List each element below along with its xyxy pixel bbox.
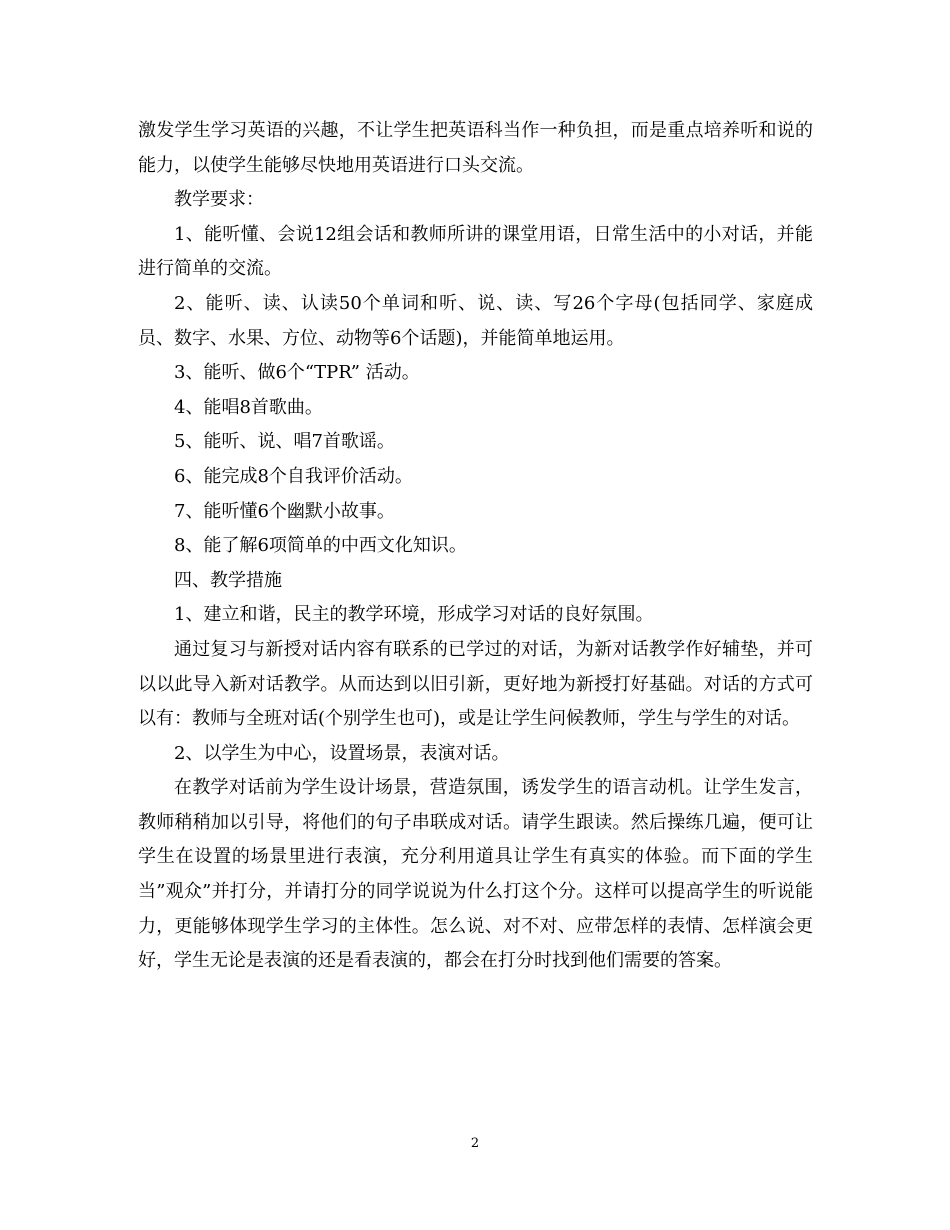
paragraph-measure-2-heading: 2、以学生为中心，设置场景，表演对话。 [174, 742, 510, 764]
paragraph-requirement-3: 3、能听、做6个“TPR” 活动。 [174, 362, 420, 384]
paragraph-requirement-5: 5、能听、说、唱7首歌谣。 [174, 431, 395, 453]
paragraph-requirement-1: 1、能听懂、会说12组会话和教师所讲的课堂用语，日常生活中的小对话，并能进行简单的交流。 [138, 223, 813, 280]
paragraph-requirement-2: 2、能听、读、认读50个单词和听、说、读、写26个字母(包括同学、家庭成员、数字、水果、方位、动物等6个话题)，并能简单地运用。 [138, 292, 813, 349]
paragraph-requirement-4: 4、能唱8首歌曲。 [174, 396, 323, 418]
paragraph-teaching-requirements-heading: 教学要求： [174, 189, 264, 211]
paragraph-requirement-8: 8、能了解6项简单的中西文化知识。 [174, 535, 467, 557]
paragraph-intro-continued: 激发学生学习英语的兴趣，不让学生把英语科当作一种负担，而是重点培养听和说的能力，以使学生能够尽快地用英语进行口头交流。 [138, 120, 813, 176]
document-body [138, 114, 813, 979]
paragraph-measure-1-heading: 1、建立和谐，民主的教学环境，形成学习对话的良好氛围。 [174, 604, 654, 626]
paragraph-measure-1-body: 通过复习与新授对话内容有联系的已学过的对话，为新对话教学作好辅垫，并可以以此导入新对话教学。从而达到以旧引新，更好地为新授打好基础。对话的方式可以有：教师与全班对话(个别学生也可)，或是让学生问候教师，学生与学生的对话。 [138, 638, 813, 730]
page-number: 2 [470, 1136, 480, 1151]
section-heading-teaching-measures: 四、教学措施 [174, 569, 282, 591]
paragraph-requirement-6: 6、能完成8个自我评价活动。 [174, 465, 413, 487]
paragraph-measure-2-body: 在教学对话前为学生设计场景，营造氛围，诱发学生的语言动机。让学生发言，教师稍稍加以引导，将他们的句子串联成对话。请学生跟读。然后操练几遍，便可让学生在设置的场景里进行表演，充分利用道具让学生有真实的体验。而下面的学生当”观众”并打分，并请打分的同学说说为什么打这个分。这样可以提高学生的听说能力，更能够体现学生学习的主体性。怎么说、对不对、应带怎样的表情、怎样演会更好，学生无论是表演的还是看表演的，都会在打分时找到他们需要的答案。 [138, 777, 813, 972]
paragraph-requirement-7: 7、能听懂6个幽默小故事。 [174, 500, 395, 522]
